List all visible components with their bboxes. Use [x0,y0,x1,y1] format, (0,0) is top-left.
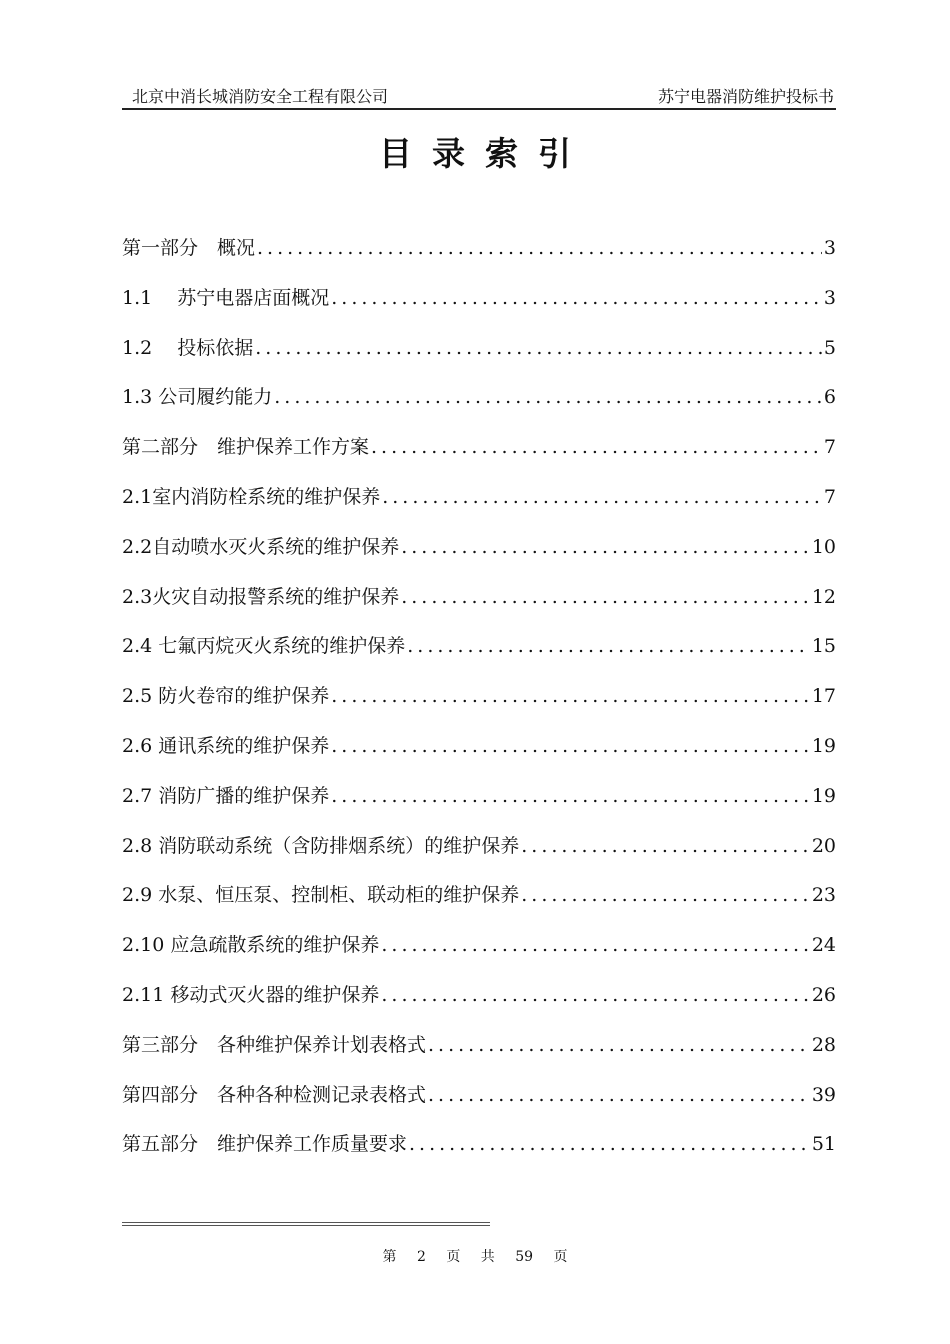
toc-leader-dots [331,728,810,764]
toc-entry-page: 17 [811,685,836,708]
toc-entry-page: 3 [823,286,836,309]
toc-leader-dots [401,529,810,565]
toc-entry-text: 2.2自动喷水灭火系统的维护保养 [122,535,400,558]
toc-entry-page: 19 [811,734,836,757]
toc-entry-text: 第二部分 维护保养工作方案 [122,436,370,459]
toc-entry[interactable] [122,1126,836,1176]
footer-page-number: 2 [416,1249,426,1265]
toc-entry[interactable] [122,927,836,977]
toc-leader-dots [371,429,822,465]
toc-entry[interactable] [122,230,836,280]
toc-entry-text: 2.7 消防广播的维护保养 [122,784,330,807]
toc-entry[interactable] [122,977,836,1027]
toc-entry-page: 7 [823,485,836,508]
toc-leader-dots [331,778,810,814]
toc-entry[interactable] [122,1077,836,1127]
toc-leader-dots [521,828,810,864]
toc-entry[interactable] [122,280,836,330]
toc-entry-text: 第四部分 各种各种检测记录表格式 [122,1083,427,1106]
toc-leader-dots [409,1126,810,1162]
toc-entry[interactable] [122,330,836,380]
toc-entry[interactable] [122,628,836,678]
toc-leader-dots [257,230,822,266]
toc-title: 目录索引 [379,134,591,173]
toc-entry[interactable] [122,728,836,778]
toc-leader-dots [331,678,810,714]
toc-entry-text: 2.10 应急疏散系统的维护保养 [122,934,380,957]
toc-entry-page: 3 [823,237,836,259]
toc-leader-dots [401,579,810,615]
toc-leader-dots [381,977,809,1013]
toc-entry-text: 第一部分 概况 [122,237,256,259]
page-header [122,86,836,110]
toc-entry-page: 24 [811,934,836,957]
toc-entry-text: 2.4 七氟丙烷灭火系统的维护保养 [122,635,406,658]
toc-entry-text: 2.8 消防联动系统（含防排烟系统）的维护保养 [122,834,520,857]
toc-entry-page: 28 [811,1033,836,1056]
footer-di: 第 [382,1249,397,1265]
toc-leader-dots [331,280,822,316]
toc-entry-text: 2.5 防火卷帘的维护保养 [122,685,330,708]
toc-entry-page: 12 [811,585,836,608]
toc-entry-text: 2.1室内消防栓系统的维护保养 [122,485,381,508]
toc-entry-page: 20 [811,834,836,857]
footer-gong: 共 [480,1249,495,1265]
toc-entry[interactable] [122,379,836,429]
toc-entry[interactable] [122,1027,836,1077]
toc-entry-text: 1.3 公司履约能力 [122,386,273,409]
toc-entry-text: 1.2 投标依据 [122,336,254,359]
toc-entry-page: 23 [811,884,836,907]
toc-leader-dots [428,1027,810,1063]
toc-entry-text: 2.3火灾自动报警系统的维护保养 [122,585,400,608]
toc-entry-page: 10 [811,535,836,558]
toc-entry-page: 15 [811,635,836,658]
footer-total-pages: 59 [515,1249,534,1265]
toc-entry[interactable] [122,828,836,878]
toc-entry-text: 2.6 通讯系统的维护保养 [122,734,330,757]
toc-entry-page: 7 [823,436,836,459]
toc-leader-dots [274,379,822,415]
toc-entry[interactable] [122,678,836,728]
toc-leader-dots [407,628,810,664]
toc-entry[interactable] [122,479,836,529]
toc-entry[interactable] [122,877,836,927]
toc-entry-page: 5 [823,336,836,359]
toc-leader-dots [521,877,810,913]
toc-entry-page: 39 [811,1083,836,1106]
toc-leader-dots [255,330,822,366]
toc-entry-text: 第五部分 维护保养工作质量要求 [122,1133,408,1156]
toc-entry-text: 1.1 苏宁电器店面概况 [122,286,330,309]
toc-entry[interactable] [122,529,836,579]
page-footer [0,1246,950,1266]
company-name: 北京中消长城消防安全工程有限公司 [132,87,389,106]
toc-leader-dots [428,1077,810,1113]
footer-ye2: 页 [553,1249,568,1265]
toc-entry[interactable] [122,778,836,828]
toc-entry-page: 26 [811,983,836,1006]
toc-leader-dots [382,479,822,515]
footer-rule [122,1222,490,1226]
toc-entry-text: 第三部分 各种维护保养计划表格式 [122,1033,427,1056]
document-title: 苏宁电器消防维护投标书 [657,87,834,106]
toc-entry[interactable] [122,579,836,629]
toc-entry-page: 19 [811,784,836,807]
toc-entry-page: 6 [823,386,836,409]
toc-entry-text: 2.9 水泵、恒压泵、控制柜、联动柜的维护保养 [122,884,520,907]
footer-ye: 页 [446,1249,461,1265]
toc-leader-dots [381,927,809,963]
toc-entry-page: 51 [811,1133,836,1156]
table-of-contents [122,230,836,1176]
toc-entry-text: 2.11 移动式灭火器的维护保养 [122,983,380,1006]
toc-entry[interactable] [122,429,836,479]
